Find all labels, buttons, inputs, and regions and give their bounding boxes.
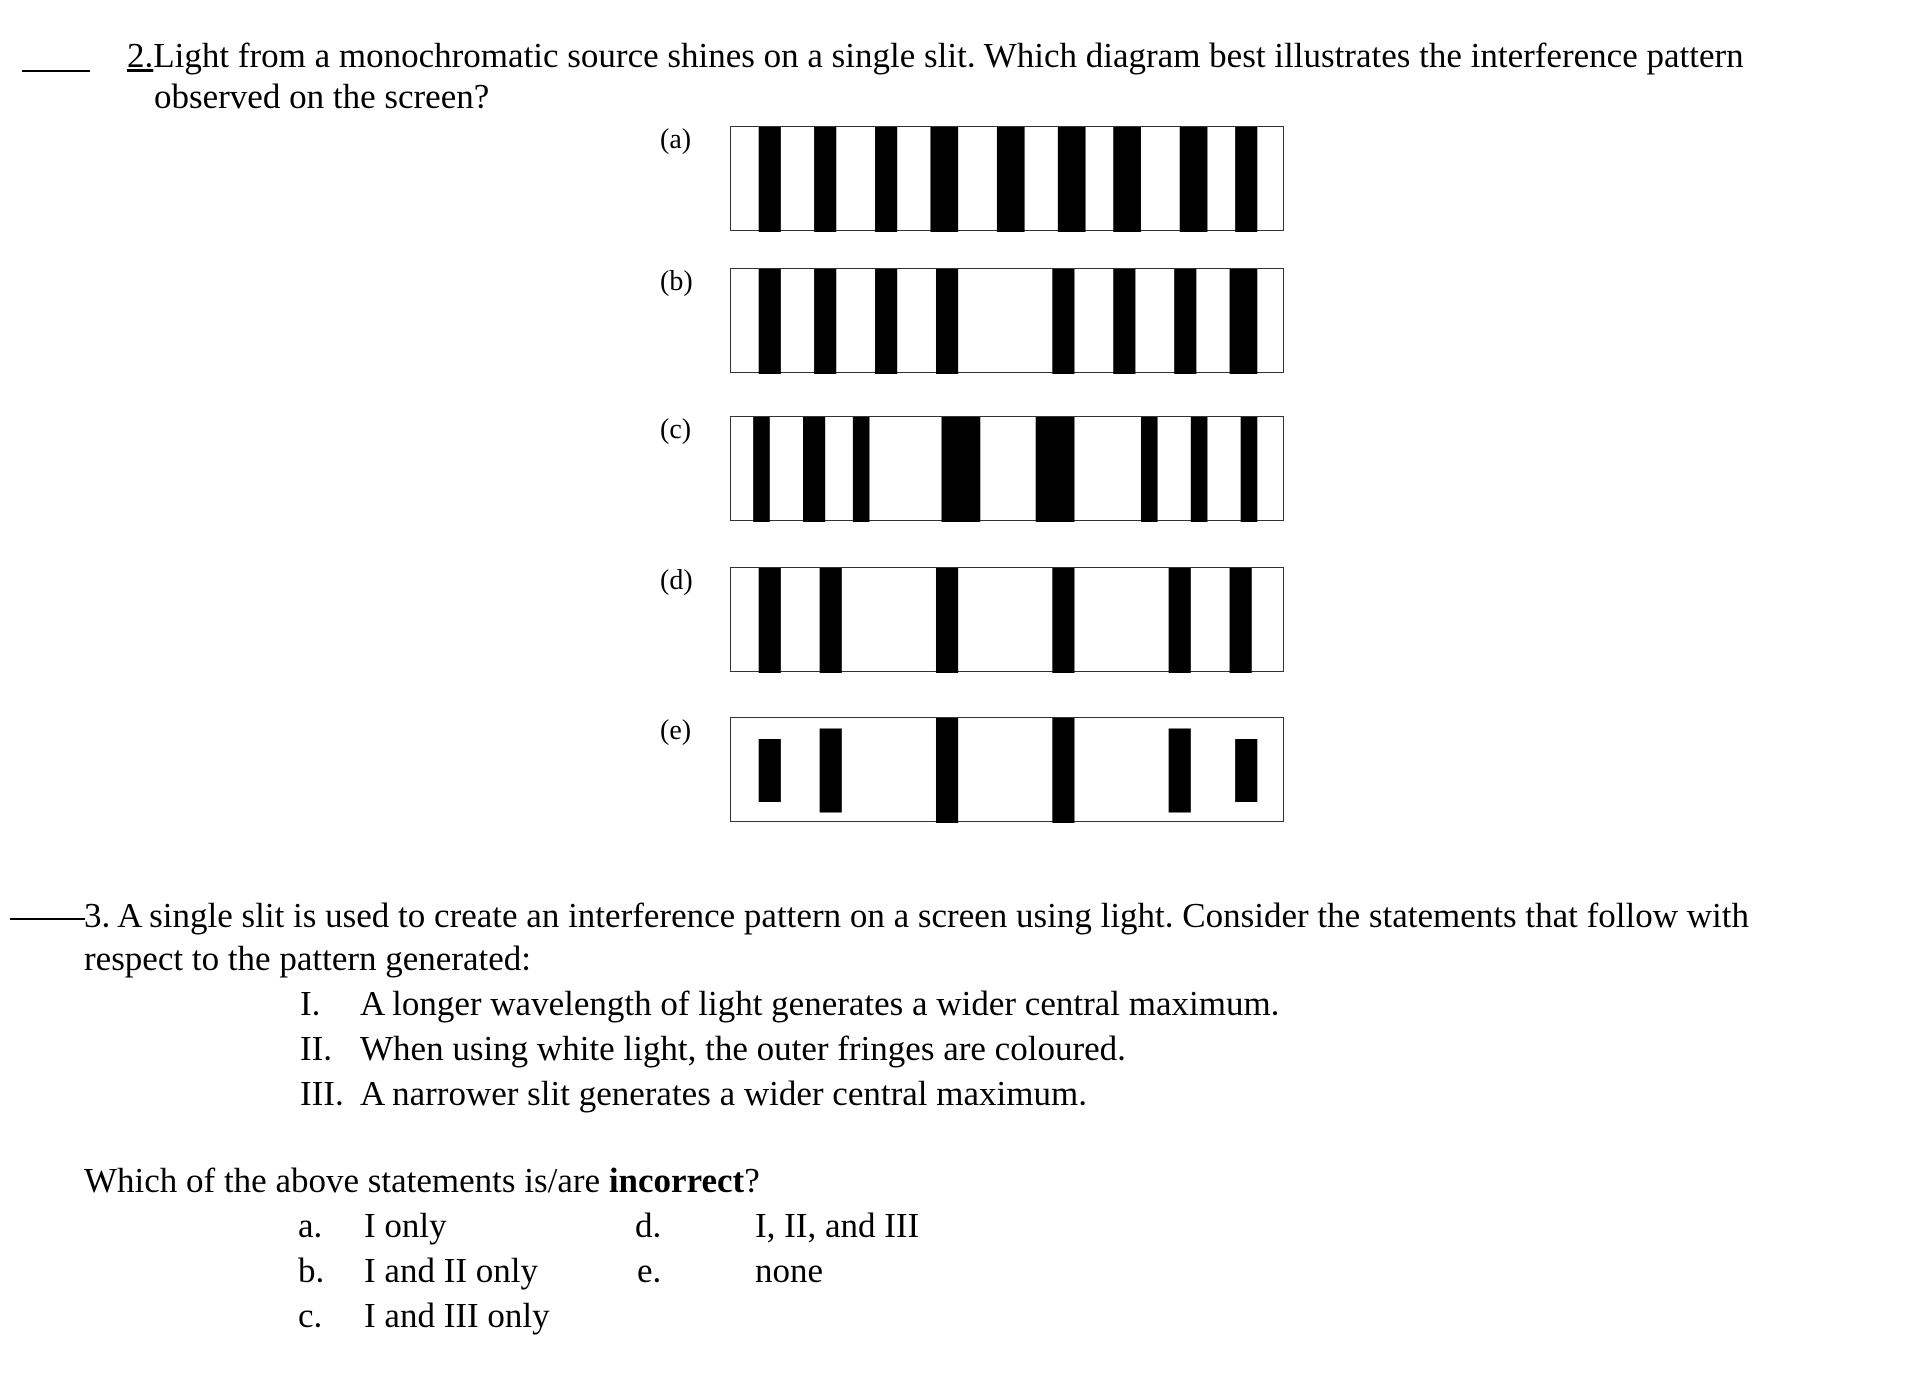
fringe-pattern-b	[730, 268, 1284, 373]
dark-fringe-e-3	[936, 718, 958, 823]
q2-question-line2: observed on the screen?	[154, 77, 490, 116]
dark-fringe-a-7	[1113, 127, 1141, 232]
dark-fringe-a-1	[759, 127, 781, 232]
dark-fringe-b-7	[1174, 269, 1196, 374]
option-letter: a.	[298, 1206, 323, 1245]
dark-fringe-c-5	[1036, 417, 1075, 522]
fringe-pattern-e	[730, 717, 1284, 822]
dark-fringe-e-5	[1169, 729, 1191, 813]
option-letter: e.	[637, 1251, 662, 1290]
dark-fringe-e-1	[759, 739, 781, 802]
q3-prompt-prefix: Which of the above statements is/are	[84, 1161, 609, 1200]
statement-text: When using white light, the outer fringes are coloured.	[360, 1029, 1126, 1068]
statement-number: I.	[300, 984, 321, 1023]
answer-blank-q3[interactable]	[10, 918, 85, 920]
diagram-label-d: (d)	[660, 565, 693, 596]
dark-fringe-b-5	[1052, 269, 1074, 374]
dark-fringe-d-2	[820, 568, 842, 673]
option-text: none	[755, 1251, 824, 1290]
statement-text: A longer wavelength of light generates a wider central maximum.	[360, 984, 1280, 1023]
dark-fringe-a-2	[814, 127, 836, 232]
q3-question-line2: respect to the pattern generated:	[84, 939, 532, 978]
fringe-bars-e	[731, 718, 1285, 823]
dark-fringe-e-6	[1235, 739, 1257, 802]
dark-fringe-b-2	[814, 269, 836, 374]
fringe-bars-d	[731, 568, 1285, 673]
statement-number: II.	[300, 1029, 333, 1068]
fringe-pattern-c	[730, 416, 1284, 521]
dark-fringe-a-9	[1235, 127, 1257, 232]
dark-fringe-c-8	[1241, 417, 1258, 522]
dark-fringe-e-4	[1052, 718, 1074, 823]
q2-number: 2.	[127, 36, 154, 75]
dark-fringe-d-3	[936, 568, 958, 673]
fringe-bars-c	[731, 417, 1285, 522]
fringe-pattern-d	[730, 567, 1284, 672]
statement-text: A narrower slit generates a wider central maximum.	[360, 1074, 1087, 1113]
fringe-bars-b	[731, 269, 1285, 374]
q3-prompt-suffix: ?	[744, 1161, 760, 1200]
dark-fringe-c-4	[942, 417, 981, 522]
fringe-bars-a	[731, 127, 1285, 232]
dark-fringe-d-4	[1052, 568, 1074, 673]
dark-fringe-b-1	[759, 269, 781, 374]
dark-fringe-a-5	[997, 127, 1025, 232]
dark-fringe-d-6	[1230, 568, 1252, 673]
dark-fringe-a-8	[1180, 127, 1208, 232]
option-text: I only	[364, 1206, 447, 1245]
q2-text-line1: Light from a monochromatic source shines on a single slit. Which diagram best illustrates the interference pattern	[153, 36, 1744, 75]
dark-fringe-a-6	[1058, 127, 1086, 232]
diagram-label-a: (a)	[660, 124, 692, 155]
q3-question-line1: 3. A single slit is used to create an interference pattern on a screen using light. Consider the statements that follow with	[84, 896, 1749, 935]
dark-fringe-e-2	[820, 729, 842, 813]
dark-fringe-b-3	[875, 269, 897, 374]
dark-fringe-c-3	[853, 417, 870, 522]
diagram-label-e: (e)	[660, 715, 692, 746]
dark-fringe-b-6	[1113, 269, 1135, 374]
q3-prompt	[84, 1163, 760, 1198]
q2-question-line1	[127, 38, 1744, 73]
option-text: I and III only	[364, 1296, 550, 1335]
dark-fringe-b-4	[936, 269, 958, 374]
q3-prompt-bold: incorrect	[608, 1161, 745, 1200]
dark-fringe-a-4	[930, 127, 958, 232]
fringe-pattern-a	[730, 126, 1284, 231]
option-letter: c.	[298, 1296, 323, 1335]
statement-number: III.	[300, 1074, 344, 1113]
option-text: I and II only	[364, 1251, 538, 1290]
option-text: I, II, and III	[755, 1206, 920, 1245]
option-letter: b.	[298, 1251, 325, 1290]
dark-fringe-d-5	[1169, 568, 1191, 673]
diagram-label-b: (b)	[660, 266, 693, 297]
answer-blank-q2[interactable]	[22, 70, 90, 72]
dark-fringe-c-6	[1141, 417, 1158, 522]
option-letter: d.	[635, 1206, 662, 1245]
dark-fringe-c-7	[1191, 417, 1208, 522]
dark-fringe-a-3	[875, 127, 897, 232]
dark-fringe-d-1	[759, 568, 781, 673]
dark-fringe-c-2	[803, 417, 825, 522]
diagram-label-c: (c)	[660, 414, 692, 445]
dark-fringe-c-1	[753, 417, 770, 522]
dark-fringe-b-8	[1230, 269, 1258, 374]
